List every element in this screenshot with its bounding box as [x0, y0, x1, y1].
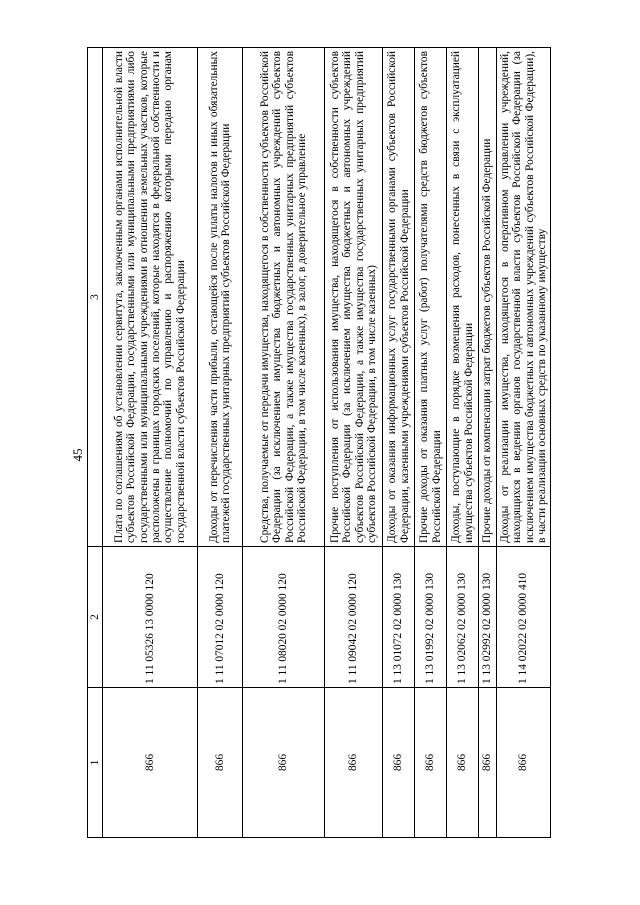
rotated-table-container [87, 48, 549, 838]
revenue-code-cell: 1 11 07012 02 0000 120 [198, 547, 243, 688]
revenue-code-cell: 1 13 02992 02 0000 130 [479, 547, 497, 688]
revenue-code-cell: 1 13 02062 02 0000 130 [447, 547, 479, 688]
revenue-name-cell: Прочие доходы от компенсации затрат бюджетов субъектов Российской Федерации [479, 48, 497, 547]
revenue-code-cell: 1 11 05326 13 0000 120 [103, 547, 198, 688]
table-row [497, 48, 551, 838]
header-col-2: 2 [88, 547, 103, 688]
admin-code-cell: 866 [497, 688, 551, 838]
revenue-code-cell: 1 11 09042 02 0000 120 [325, 547, 383, 688]
admin-code-cell: 866 [383, 688, 415, 838]
page-number: 45 [70, 448, 85, 462]
table-row [243, 48, 325, 838]
admin-code-cell: 866 [198, 688, 243, 838]
revenue-code-cell: 1 11 08020 02 0000 120 [243, 547, 325, 688]
admin-code-cell: 866 [103, 688, 198, 838]
revenue-name-cell: Доходы от перечисления части прибыли, остающейся после уплаты налогов и иных обязательных платежей государственных унитарных предприятий субъектов Российской Федерации [198, 48, 243, 547]
admin-code-cell: 866 [479, 688, 497, 838]
table-row [447, 48, 479, 838]
revenue-code-cell: 1 13 01992 02 0000 130 [415, 547, 447, 688]
revenue-name-cell: Доходы от реализации имущества, находящегося в оперативном управлении учреждений, находящихся в ведении органов государственной власти субъектов Российской Федерации (за исключением имущества бюджетных и автономных учреждений субъектов Российской Федерации), в части реализации основных средств по указанному имуществу [497, 48, 551, 547]
revenue-codes-table [87, 47, 551, 838]
header-col-1: 1 [88, 688, 103, 838]
table-row [479, 48, 497, 838]
admin-code-cell: 866 [415, 688, 447, 838]
revenue-name-cell: Средства, получаемые от передачи имущества, находящегося в собственности субъектов Российской Федерации (за исключением имущества бюджетных и автономных учреждений субъектов Российской Федерации, а также имущества государственных унитарных предприятий субъектов Российской Федерации, в том числе казенных), в залог, в доверительное управление [243, 48, 325, 547]
revenue-name-cell: Прочие доходы от оказания платных услуг (работ) получателями средств бюджетов субъектов Российской Федерации [415, 48, 447, 547]
table-row [415, 48, 447, 838]
admin-code-cell: 866 [243, 688, 325, 838]
admin-code-cell: 866 [447, 688, 479, 838]
revenue-name-cell: Доходы, поступающие в порядке возмещения расходов, понесенных в связи с эксплуатацией имущества субъектов Российской Федерации [447, 48, 479, 547]
revenue-code-cell: 1 13 01072 02 0000 130 [383, 547, 415, 688]
table-row [325, 48, 383, 838]
table-row [198, 48, 243, 838]
table-row [103, 48, 198, 838]
table-row [383, 48, 415, 838]
header-col-3: 3 [88, 48, 103, 547]
revenue-name-cell: Доходы от оказания информационных услуг государственными органами субъектов Российской Федерации, казенными учреждениями субъектов Российской Федерации [383, 48, 415, 547]
admin-code-cell: 866 [325, 688, 383, 838]
revenue-name-cell: Плата по соглашениям об установлении сервитута, заключенным органами исполнительной власти субъектов Российской Федерации, государственными или муниципальными предприятиями либо государственными или муниципальными учреждениями в отношении земельных участков, которые расположены в границах городских поселений, которые находятся в федеральной собственности и осуществление полномочий по управлению и распоряжению которыми передано органам государственной власти субъектов Российской Федерации [103, 48, 198, 547]
revenue-name-cell: Прочие поступления от использования имущества, находящегося в собственности субъектов Российской Федерации (за исключением имущества бюджетных и автономных учреждений субъектов Российской Федерации, а также имущества государственных унитарных предприятий субъектов Российской Федерации, в том числе казенных) [325, 48, 383, 547]
table-header-row [88, 48, 103, 838]
revenue-code-cell: 1 14 02022 02 0000 410 [497, 547, 551, 688]
